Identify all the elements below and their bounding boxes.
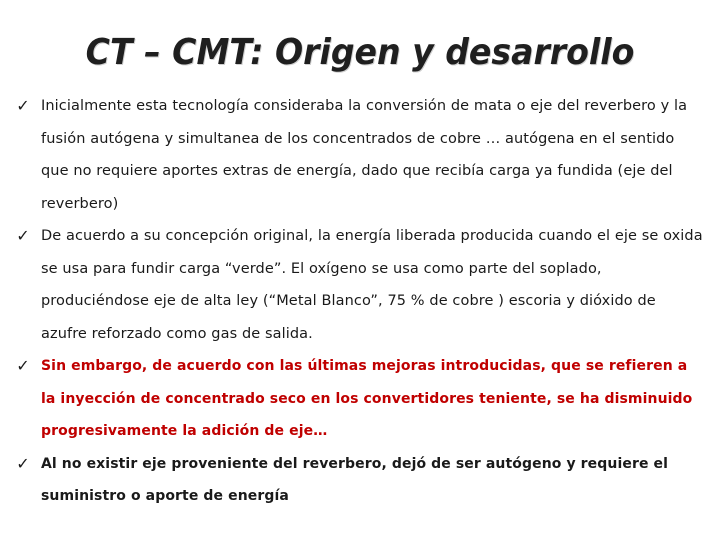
bullet-item-4 [14,448,704,513]
check-mark-icon: ✓ [16,453,30,473]
check-mark-icon: ✓ [16,96,30,115]
bullet-text-1: Inicialmente esta tecnología consideraba la conversión de mata o eje del reverbero y la fusión autógena y simultanea de los concentrados de cobre … autógena en el sentido que no requiere aportes extras de energía, dado que recibía carga ya fundida (eje del reverbero) [41,98,688,212]
bullet-item-3 [14,350,704,448]
slide-title: CT – CMT: Origen y desarrollo [85,32,635,73]
bullet-item-1 [14,90,704,220]
check-mark-icon: ✓ [16,356,30,375]
bullet-list [14,90,704,513]
bullet-text-3: Sin embargo, de acuerdo con las últimas mejoras introducidas, que se refieren a la inyección de concentrado seco en los convertidores teniente, se ha disminuido progresivamente la adición de eje… [41,358,693,439]
check-mark-icon: ✓ [16,226,30,245]
bullet-text-4: Al no existir eje proveniente del reverbero, dejó de ser autógeno y requiere el suministro o aporte de energía [41,455,669,504]
bullet-item-2 [14,220,704,350]
bullet-text-2: De acuerdo a su concepción original, la energía liberada producida cuando el eje se oxida se usa para fundir carga “verde”. El oxígeno se usa como parte del soplado, produciéndose eje de alta ley (“Metal Blanco”, 75 % de cobre ) escoria y dióxido de azufre reforzado como gas de salida. [41,228,703,342]
